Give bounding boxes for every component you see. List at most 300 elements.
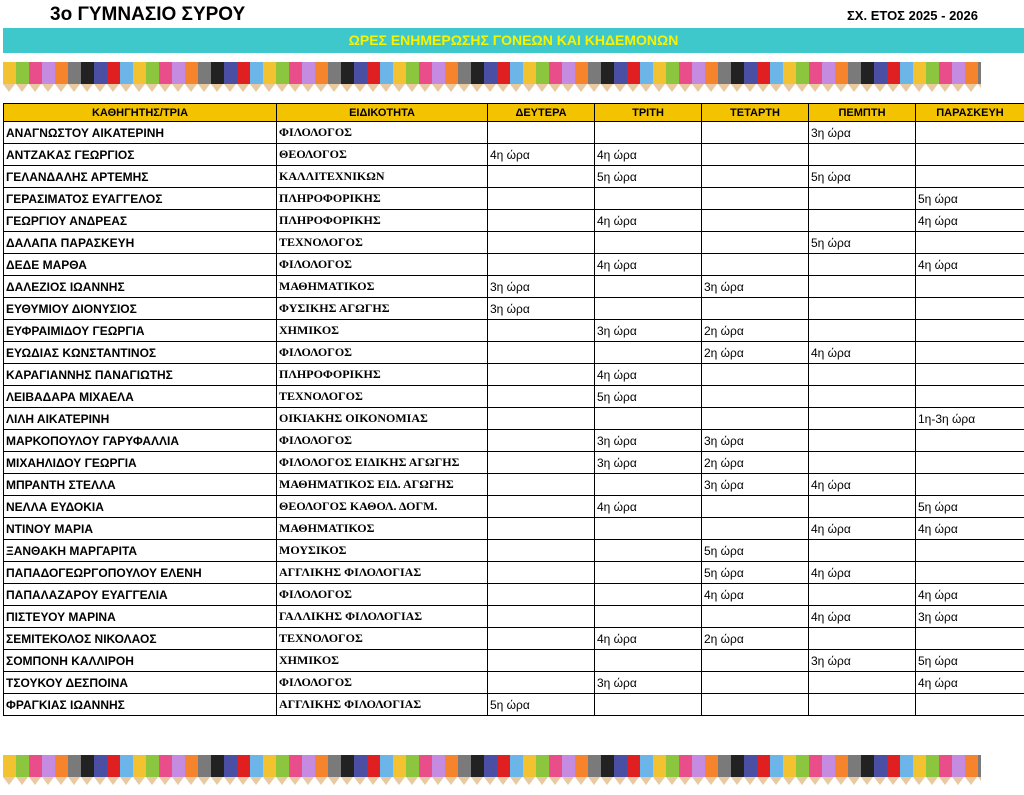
tuesday-slot (595, 562, 702, 584)
specialty: ΦΙΛΟΛΟΓΟΣ (277, 342, 488, 364)
thursday-slot (809, 320, 916, 342)
pencil-icon (315, 62, 328, 92)
friday-slot (916, 452, 1024, 474)
pencil-icon (705, 62, 718, 92)
table-row (4, 650, 1024, 672)
teacher-name: ΣΟΜΠΟΝΗ ΚΑΛΛΙΡΟΗ (4, 650, 277, 672)
table-row (4, 672, 1024, 694)
friday-slot (916, 386, 1024, 408)
pencil-icon (198, 755, 211, 785)
pencil-icon (978, 62, 981, 92)
pencil-icon (653, 62, 666, 92)
col-header-monday: ΔΕΥΤΕΡΑ (488, 104, 595, 122)
pencil-icon (952, 755, 965, 785)
pencil-icon (68, 62, 81, 92)
pencil-icon (211, 62, 224, 92)
pencil-icon (94, 755, 107, 785)
pencil-icon (237, 755, 250, 785)
pencil-icon (835, 755, 848, 785)
specialty: ΑΓΓΛΙΚΗΣ ΦΙΛΟΛΟΓΙΑΣ (277, 694, 488, 716)
pencil-icon (861, 62, 874, 92)
wednesday-slot (702, 650, 809, 672)
teacher-name: ΕΥΘΥΜΙΟΥ ΔΙΟΝΥΣΙΟΣ (4, 298, 277, 320)
tuesday-slot: 4η ώρα (595, 144, 702, 166)
table-row (4, 606, 1024, 628)
table-row (4, 452, 1024, 474)
pencil-icon (549, 755, 562, 785)
friday-slot (916, 320, 1024, 342)
thursday-slot (809, 298, 916, 320)
wednesday-slot (702, 122, 809, 144)
friday-slot (916, 694, 1024, 716)
col-header-specialty: ΕΙΔΙΚΟΤΗΤΑ (277, 104, 488, 122)
monday-slot (488, 364, 595, 386)
friday-slot (916, 562, 1024, 584)
wednesday-slot: 2η ώρα (702, 320, 809, 342)
teacher-name: ΓΕΩΡΓΙΟΥ ΑΝΔΡΕΑΣ (4, 210, 277, 232)
thursday-slot: 5η ώρα (809, 166, 916, 188)
specialty: ΧΗΜΙΚΟΣ (277, 650, 488, 672)
table-row (4, 276, 1024, 298)
pencil-icon (393, 755, 406, 785)
pencil-icon (718, 755, 731, 785)
thursday-slot: 5η ώρα (809, 232, 916, 254)
pencil-icon (315, 755, 328, 785)
pencil-icon (770, 755, 783, 785)
thursday-slot: 4η ώρα (809, 606, 916, 628)
pencil-icon (523, 755, 536, 785)
wednesday-slot (702, 144, 809, 166)
specialty: ΦΙΛΟΛΟΓΟΣ (277, 254, 488, 276)
pencil-icon (601, 62, 614, 92)
pencil-icon (861, 755, 874, 785)
wednesday-slot (702, 408, 809, 430)
teacher-name: ΔΕΔΕ ΜΑΡΘΑ (4, 254, 277, 276)
pencil-icon (185, 755, 198, 785)
pencil-icon (380, 755, 393, 785)
thursday-slot (809, 540, 916, 562)
monday-slot (488, 672, 595, 694)
teacher-name: ΓΕΛΑΝΔΑΛΗΣ ΑΡΤΕΜΗΣ (4, 166, 277, 188)
pencil-icon (744, 755, 757, 785)
table-header-row (4, 104, 1024, 122)
tuesday-slot: 4η ώρα (595, 628, 702, 650)
pencil-icon (393, 62, 406, 92)
tuesday-slot (595, 276, 702, 298)
pencil-icon (289, 755, 302, 785)
table-row (4, 562, 1024, 584)
pencil-icon (484, 62, 497, 92)
specialty: ΜΑΘΗΜΑΤΙΚΟΣ (277, 276, 488, 298)
pencil-icon (822, 62, 835, 92)
pencil-icon (302, 755, 315, 785)
school-name: 3ο ΓΥΜΝΑΣΙΟ ΣΥΡΟΥ (50, 4, 246, 25)
monday-slot (488, 320, 595, 342)
pencil-icon (445, 755, 458, 785)
specialty: ΘΕΟΛΟΓΟΣ ΚΑΘΟΛ. ΔΟΓΜ. (277, 496, 488, 518)
teacher-name: ΠΑΠΑΔΟΓΕΩΡΓΟΠΟΥΛΟΥ ΕΛΕΝΗ (4, 562, 277, 584)
pencil-icon (588, 755, 601, 785)
tuesday-slot: 3η ώρα (595, 430, 702, 452)
teacher-name: ΔΑΛΑΠΑ ΠΑΡΑΣΚΕΥΗ (4, 232, 277, 254)
pencil-icon (354, 62, 367, 92)
wednesday-slot (702, 496, 809, 518)
specialty: ΤΕΧΝΟΛΟΓΟΣ (277, 628, 488, 650)
wednesday-slot: 3η ώρα (702, 430, 809, 452)
tuesday-slot: 4η ώρα (595, 364, 702, 386)
pencil-icon (497, 62, 510, 92)
table-row (4, 628, 1024, 650)
monday-slot (488, 188, 595, 210)
specialty: ΤΕΧΝΟΛΟΓΟΣ (277, 386, 488, 408)
thursday-slot (809, 210, 916, 232)
pencil-icon (809, 62, 822, 92)
pencil-icon (146, 62, 159, 92)
teacher-name: ΜΙΧΑΗΛΙΔΟΥ ΓΕΩΡΓΙΑ (4, 452, 277, 474)
pencil-icon (367, 755, 380, 785)
table-row (4, 254, 1024, 276)
specialty: ΓΑΛΛΙΚΗΣ ΦΙΛΟΛΟΓΙΑΣ (277, 606, 488, 628)
thursday-slot (809, 386, 916, 408)
monday-slot (488, 606, 595, 628)
pencil-icon (939, 62, 952, 92)
wednesday-slot: 2η ώρα (702, 342, 809, 364)
pencil-icon (29, 755, 42, 785)
pencil-icon (783, 62, 796, 92)
pencil-icon (692, 62, 705, 92)
wednesday-slot: 4η ώρα (702, 584, 809, 606)
thursday-slot (809, 452, 916, 474)
pencil-icon (926, 62, 939, 92)
monday-slot (488, 232, 595, 254)
pencil-icon (952, 62, 965, 92)
specialty: ΦΙΛΟΛΟΓΟΣ ΕΙΔΙΚΗΣ ΑΓΩΓΗΣ (277, 452, 488, 474)
friday-slot: 4η ώρα (916, 518, 1024, 540)
monday-slot (488, 122, 595, 144)
teacher-name: ΛΙΛΗ ΑΙΚΑΤΕΡΙΝΗ (4, 408, 277, 430)
teacher-name: ΚΑΡΑΓΙΑΝΝΗΣ ΠΑΝΑΓΙΩΤΗΣ (4, 364, 277, 386)
pencil-icon (354, 755, 367, 785)
pencil-icon (796, 755, 809, 785)
monday-slot (488, 474, 595, 496)
thursday-slot: 4η ώρα (809, 562, 916, 584)
specialty: ΜΑΘΗΜΑΤΙΚΟΣ (277, 518, 488, 540)
wednesday-slot: 3η ώρα (702, 474, 809, 496)
specialty: ΦΥΣΙΚΗΣ ΑΓΩΓΗΣ (277, 298, 488, 320)
teacher-name: ΤΣΟΥΚΟΥ ΔΕΣΠΟΙΝΑ (4, 672, 277, 694)
teacher-name: ΓΕΡΑΣΙΜΑΤΟΣ ΕΥΑΓΓΕΛΟΣ (4, 188, 277, 210)
pencil-icon (250, 62, 263, 92)
friday-slot (916, 122, 1024, 144)
pencil-icon (159, 755, 172, 785)
pencil-icon (510, 755, 523, 785)
tuesday-slot (595, 232, 702, 254)
pencil-icon (939, 755, 952, 785)
specialty: ΚΑΛΛΙΤΕΧΝΙΚΩΝ (277, 166, 488, 188)
pencil-icon (419, 755, 432, 785)
pencil-icon (107, 755, 120, 785)
pencil-icon (874, 755, 887, 785)
specialty: ΟΙΚΙΑΚΗΣ ΟΙΚΟΝΟΜΙΑΣ (277, 408, 488, 430)
thursday-slot: 3η ώρα (809, 650, 916, 672)
col-header-thursday: ΠΕΜΠΤΗ (809, 104, 916, 122)
thursday-slot: 4η ώρα (809, 474, 916, 496)
monday-slot (488, 518, 595, 540)
pencil-icon (796, 62, 809, 92)
pencil-icon (549, 62, 562, 92)
friday-slot: 5η ώρα (916, 188, 1024, 210)
pencil-icon (848, 755, 861, 785)
thursday-slot (809, 364, 916, 386)
specialty: ΠΛΗΡΟΦΟΡΙΚΗΣ (277, 364, 488, 386)
tuesday-slot: 5η ώρα (595, 386, 702, 408)
tuesday-slot (595, 474, 702, 496)
friday-slot: 5η ώρα (916, 496, 1024, 518)
teacher-name: ΠΙΣΤΕΥΟΥ ΜΑΡΙΝΑ (4, 606, 277, 628)
tuesday-slot (595, 584, 702, 606)
teacher-name: ΠΑΠΑΛΑΖΑΡΟΥ ΕΥΑΓΓΕΛΙΑ (4, 584, 277, 606)
pencil-icon (55, 755, 68, 785)
pencil-icon (679, 755, 692, 785)
pencil-icon (328, 62, 341, 92)
pencil-icon (965, 755, 978, 785)
pencil-icon (211, 755, 224, 785)
pencil-icon (133, 62, 146, 92)
tuesday-slot (595, 694, 702, 716)
pencil-icon (289, 62, 302, 92)
tuesday-slot (595, 650, 702, 672)
col-header-wednesday: ΤΕΤΑΡΤΗ (702, 104, 809, 122)
pencil-icon (198, 62, 211, 92)
pencil-icon (653, 755, 666, 785)
pencil-icon (341, 755, 354, 785)
wednesday-slot (702, 188, 809, 210)
pencil-icon (81, 62, 94, 92)
friday-slot (916, 474, 1024, 496)
pencil-icon (731, 62, 744, 92)
pencil-icon (692, 755, 705, 785)
thursday-slot (809, 188, 916, 210)
pencil-icon (887, 755, 900, 785)
pencil-icon (276, 62, 289, 92)
table-row (4, 496, 1024, 518)
friday-slot: 3η ώρα (916, 606, 1024, 628)
pencil-icon (419, 62, 432, 92)
pencil-icon (276, 755, 289, 785)
teacher-name: ΝΤΙΝΟΥ ΜΑΡΙΑ (4, 518, 277, 540)
friday-slot: 4η ώρα (916, 210, 1024, 232)
table-row (4, 430, 1024, 452)
teacher-name: ΑΝΤΖΑΚΑΣ ΓΕΩΡΓΙΟΣ (4, 144, 277, 166)
table-row (4, 694, 1024, 716)
monday-slot: 5η ώρα (488, 694, 595, 716)
pencil-icon (16, 62, 29, 92)
monday-slot (488, 254, 595, 276)
tuesday-slot: 3η ώρα (595, 452, 702, 474)
specialty: ΤΕΧΝΟΛΟΓΟΣ (277, 232, 488, 254)
friday-slot (916, 298, 1024, 320)
teacher-name: ΞΑΝΘΑΚΗ ΜΑΡΓΑΡΙΤΑ (4, 540, 277, 562)
pencil-icon (484, 755, 497, 785)
specialty: ΦΙΛΟΛΟΓΟΣ (277, 122, 488, 144)
friday-slot (916, 364, 1024, 386)
pencil-icon (978, 755, 981, 785)
friday-slot: 4η ώρα (916, 584, 1024, 606)
thursday-slot (809, 430, 916, 452)
friday-slot (916, 430, 1024, 452)
specialty: ΜΟΥΣΙΚΟΣ (277, 540, 488, 562)
monday-slot (488, 496, 595, 518)
friday-slot (916, 144, 1024, 166)
thursday-slot: 4η ώρα (809, 518, 916, 540)
wednesday-slot (702, 232, 809, 254)
monday-slot (488, 210, 595, 232)
col-header-tuesday: ΤΡΙΤΗ (595, 104, 702, 122)
teacher-name: ΦΡΑΓΚΙΑΣ ΙΩΑΝΝΗΣ (4, 694, 277, 716)
monday-slot (488, 430, 595, 452)
pencil-icon (705, 755, 718, 785)
pencil-icon (913, 755, 926, 785)
tuesday-slot: 4η ώρα (595, 496, 702, 518)
wednesday-slot (702, 166, 809, 188)
tuesday-slot (595, 518, 702, 540)
tuesday-slot (595, 606, 702, 628)
specialty: ΑΓΓΛΙΚΗΣ ΦΙΛΟΛΟΓΙΑΣ (277, 562, 488, 584)
table-row (4, 540, 1024, 562)
pencil-icon (471, 755, 484, 785)
table-row (4, 298, 1024, 320)
tuesday-slot: 3η ώρα (595, 672, 702, 694)
tuesday-slot (595, 408, 702, 430)
schedule-table (3, 103, 1024, 716)
pencil-icon (445, 62, 458, 92)
monday-slot (488, 562, 595, 584)
pencil-icon (68, 755, 81, 785)
pencil-icon (640, 62, 653, 92)
thursday-slot (809, 144, 916, 166)
page-title-banner: ΩΡΕΣ ΕΝΗΜΕΡΩΣΗΣ ΓΟΝΕΩΝ ΚΑΙ ΚΗΔΕΜΟΝΩΝ (3, 28, 1024, 53)
friday-slot: 4η ώρα (916, 672, 1024, 694)
teacher-name: ΕΥΩΔΙΑΣ ΚΩΝΣΤΑΝΤΙΝΟΣ (4, 342, 277, 364)
pencil-icon (666, 62, 679, 92)
thursday-slot: 4η ώρα (809, 342, 916, 364)
pencil-icon (926, 755, 939, 785)
pencil-icon (133, 755, 146, 785)
teacher-name: ΜΠΡΑΝΤΗ ΣΤΕΛΛΑ (4, 474, 277, 496)
thursday-slot (809, 694, 916, 716)
pencil-icon (913, 62, 926, 92)
pencil-icon (107, 62, 120, 92)
col-header-teacher: ΚΑΘΗΓΗΤΗΣ/ΤΡΙΑ (4, 104, 277, 122)
pencil-icon (536, 62, 549, 92)
tuesday-slot: 5η ώρα (595, 166, 702, 188)
pencil-icon (172, 62, 185, 92)
pencil-icon (185, 62, 198, 92)
pencil-icon (458, 755, 471, 785)
table-row (4, 144, 1024, 166)
table-row (4, 584, 1024, 606)
pencil-icon (848, 62, 861, 92)
monday-slot: 4η ώρα (488, 144, 595, 166)
specialty: ΠΛΗΡΟΦΟΡΙΚΗΣ (277, 210, 488, 232)
table-row (4, 166, 1024, 188)
wednesday-slot (702, 606, 809, 628)
pencil-icon (120, 755, 133, 785)
thursday-slot (809, 496, 916, 518)
pencil-icon (16, 755, 29, 785)
pencil-icon (575, 755, 588, 785)
pencil-icon (900, 62, 913, 92)
pencil-icon (757, 62, 770, 92)
pencil-icon (250, 755, 263, 785)
pencil-icon (731, 755, 744, 785)
pencil-icon (94, 62, 107, 92)
pencil-icon (3, 755, 16, 785)
pencil-icon (328, 755, 341, 785)
pencil-icon (237, 62, 250, 92)
pencil-icon (3, 62, 16, 92)
wednesday-slot: 2η ώρα (702, 452, 809, 474)
specialty: ΠΛΗΡΟΦΟΡΙΚΗΣ (277, 188, 488, 210)
wednesday-slot: 5η ώρα (702, 562, 809, 584)
pencil-icon (432, 755, 445, 785)
thursday-slot: 3η ώρα (809, 122, 916, 144)
monday-slot (488, 408, 595, 430)
pencil-icon (900, 755, 913, 785)
table-row (4, 408, 1024, 430)
pencil-icon (406, 755, 419, 785)
thursday-slot (809, 254, 916, 276)
monday-slot (488, 452, 595, 474)
table-row (4, 210, 1024, 232)
monday-slot: 3η ώρα (488, 298, 595, 320)
pencil-icon (679, 62, 692, 92)
pencil-icon (55, 62, 68, 92)
tuesday-slot: 3η ώρα (595, 320, 702, 342)
pencil-icon (757, 755, 770, 785)
pencil-icon (497, 755, 510, 785)
specialty: ΦΙΛΟΛΟΓΟΣ (277, 430, 488, 452)
thursday-slot (809, 672, 916, 694)
wednesday-slot: 3η ώρα (702, 276, 809, 298)
specialty: ΦΙΛΟΛΟΓΟΣ (277, 672, 488, 694)
pencil-icon (887, 62, 900, 92)
teacher-name: ΣΕΜΙΤΕΚΟΛΟΣ ΝΙΚΟΛΑΟΣ (4, 628, 277, 650)
pencil-icon (744, 62, 757, 92)
monday-slot (488, 386, 595, 408)
monday-slot (488, 584, 595, 606)
pencil-icon (666, 755, 679, 785)
table-row (4, 188, 1024, 210)
wednesday-slot (702, 254, 809, 276)
thursday-slot (809, 276, 916, 298)
pencil-icon (510, 62, 523, 92)
pencil-icon (341, 62, 354, 92)
specialty: ΦΙΛΟΛΟΓΟΣ (277, 584, 488, 606)
pencil-icon (575, 62, 588, 92)
pencil-icon (224, 62, 237, 92)
friday-slot (916, 166, 1024, 188)
friday-slot: 5η ώρα (916, 650, 1024, 672)
tuesday-slot: 4η ώρα (595, 210, 702, 232)
wednesday-slot (702, 672, 809, 694)
monday-slot (488, 342, 595, 364)
pencil-icon (471, 62, 484, 92)
pencil-icon (809, 755, 822, 785)
table-row (4, 232, 1024, 254)
pencil-icon (29, 62, 42, 92)
friday-slot (916, 628, 1024, 650)
